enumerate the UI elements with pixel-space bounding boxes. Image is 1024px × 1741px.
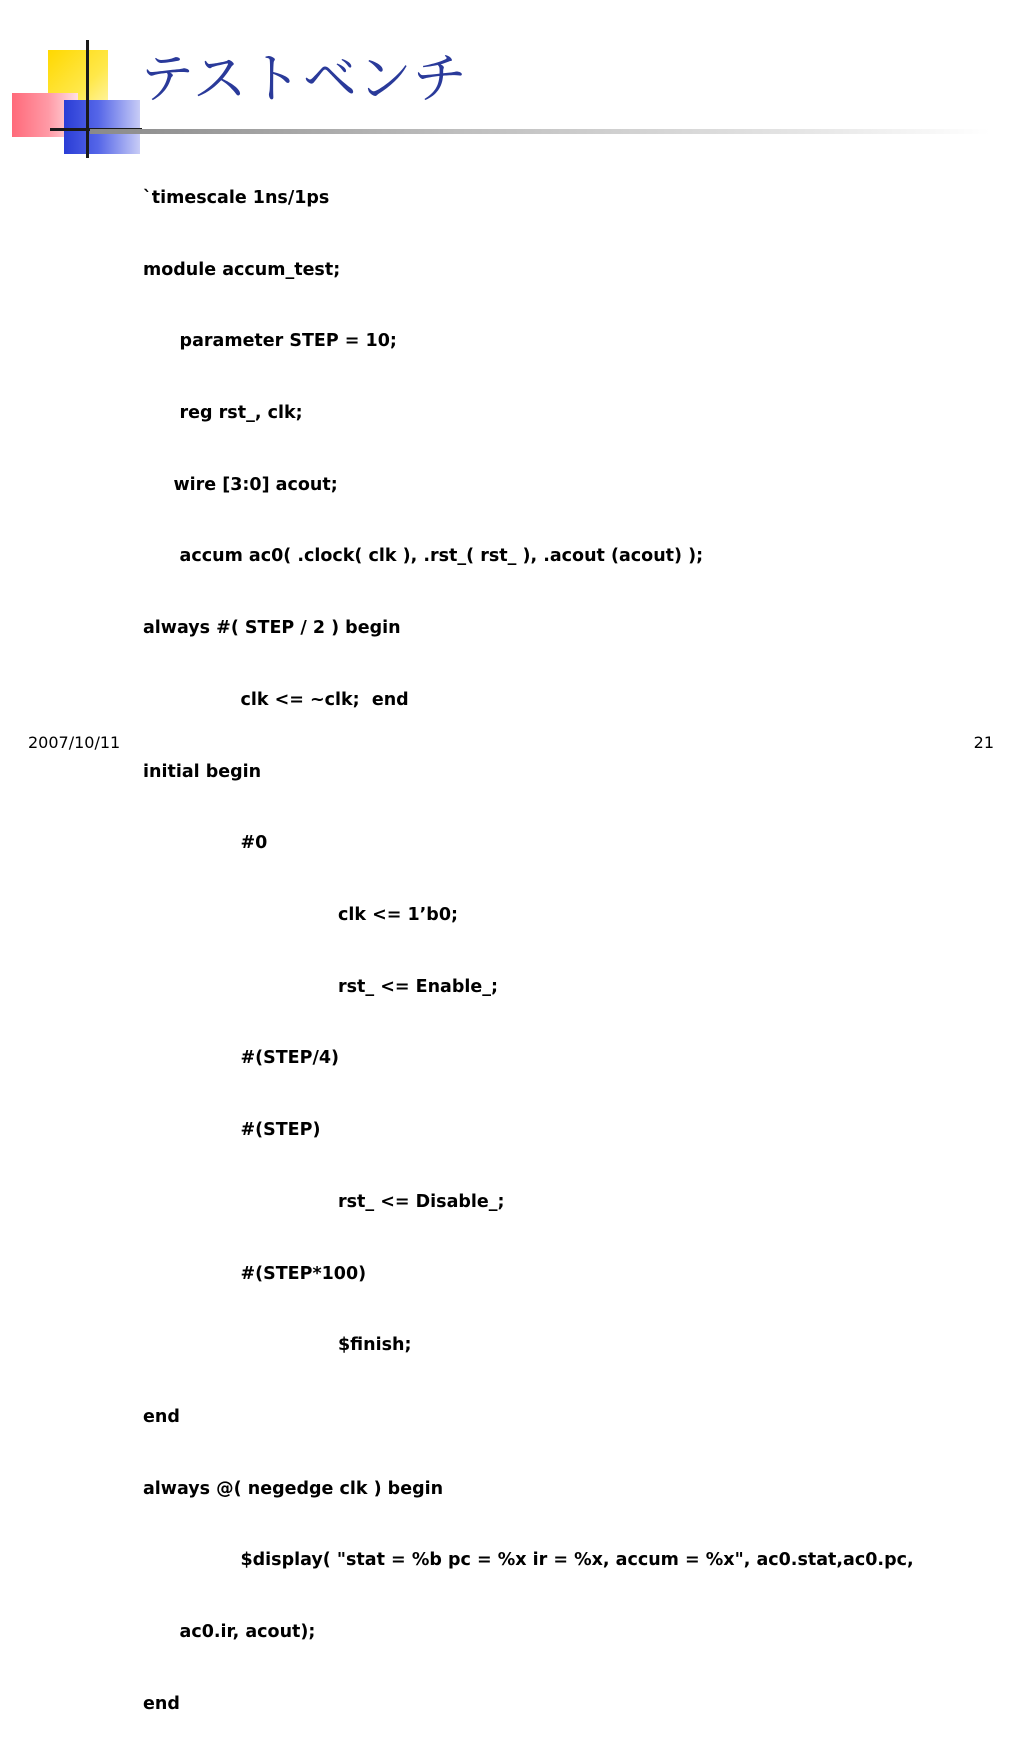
code-line: #(STEP)	[143, 1120, 321, 1141]
footer-date: 2007/10/11	[28, 733, 121, 752]
code-line: rst_ <= Disable_;	[143, 1191, 505, 1212]
code-line: #(STEP*100)	[143, 1263, 367, 1284]
code-line: ac0.ir, acout);	[143, 1622, 316, 1643]
code-line: end	[143, 1693, 180, 1714]
code-line: reg rst_, clk;	[143, 402, 303, 423]
decor-blue-square	[64, 100, 140, 154]
code-line: $display( "stat = %b pc = %x ir = %x, accum = %x", ac0.stat,ac0.pc,	[143, 1550, 914, 1571]
code-line: initial begin	[143, 761, 262, 782]
decor-vertical-line	[86, 40, 89, 158]
code-line: #(STEP/4)	[143, 1048, 340, 1069]
slide-title: テストベンチ	[140, 47, 468, 110]
code-line: end	[143, 1407, 180, 1428]
code-line: clk <= 1’b0;	[143, 905, 459, 925]
code-line: `timescale 1ns/1ps	[143, 187, 330, 208]
code-line: parameter STEP = 10;	[143, 331, 397, 352]
page-number: 21	[973, 733, 994, 752]
title-underline-rule	[90, 129, 990, 134]
code-line: module accum_test;	[143, 259, 341, 280]
code-block	[143, 139, 993, 1741]
code-line: $finish;	[143, 1335, 412, 1356]
code-line: rst_ <= Enable_;	[143, 976, 498, 997]
code-line: clk <= ~clk; end	[143, 689, 409, 710]
code-line: #0	[143, 833, 268, 854]
code-line: always #( STEP / 2 ) begin	[143, 618, 401, 639]
code-line: always @( negedge clk ) begin	[143, 1478, 444, 1499]
code-line: wire [3:0] acout;	[143, 474, 338, 495]
code-line: accum ac0( .clock( clk ), .rst_( rst_ ), .acout (acout) );	[143, 546, 704, 567]
